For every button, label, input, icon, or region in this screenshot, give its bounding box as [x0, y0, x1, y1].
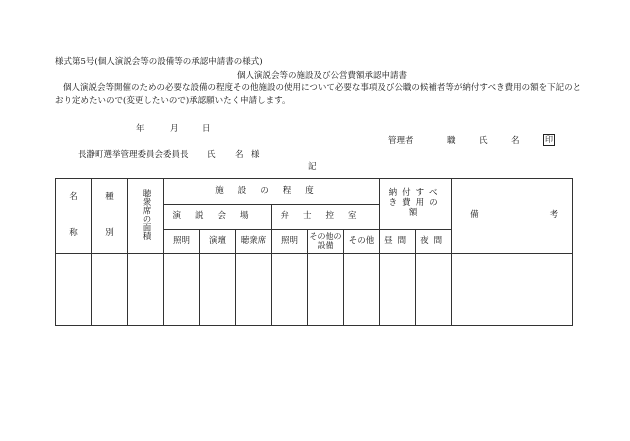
- header-audience-area: 聴衆席の面積: [128, 179, 164, 254]
- table-cell[interactable]: [164, 254, 200, 326]
- table-row: [56, 254, 573, 326]
- table-cell[interactable]: [416, 254, 452, 326]
- header-daytime: 昼間: [380, 230, 416, 254]
- table-cell[interactable]: [380, 254, 416, 326]
- seal-mark: 印: [545, 135, 553, 144]
- header-type: 種 別: [92, 179, 128, 254]
- header-other: その他: [344, 230, 380, 254]
- header-fee: 納付すべき費用の額: [380, 179, 452, 230]
- applicant-name-label-2: 名: [511, 136, 520, 146]
- date-month-label: 月: [170, 124, 179, 134]
- addressee-title: 長瀞町選挙管理委員会委員長: [78, 150, 189, 160]
- header-lighting-room: 照明: [272, 230, 308, 254]
- body-text-line-2: おり定めたいので(変更したいので)承認願いたく申請します。: [55, 96, 291, 106]
- table-cell[interactable]: [344, 254, 380, 326]
- addressee-honorific: 様: [251, 150, 260, 160]
- table-cell[interactable]: [236, 254, 272, 326]
- header-facility-level: 施設の程度: [164, 179, 380, 205]
- ki-label: 記: [308, 162, 317, 172]
- document-title: 個人演説会等の施設及び公営費額承認申請書: [237, 71, 408, 81]
- table-cell[interactable]: [452, 254, 573, 326]
- header-name: 名 称: [56, 179, 92, 254]
- table-cell[interactable]: [92, 254, 128, 326]
- date-day-label: 日: [202, 124, 211, 134]
- applicant-position-label: 職: [447, 136, 456, 146]
- header-speech-hall: 演説会場: [164, 205, 272, 230]
- form-number: 様式第5号(個人演説会等の設備等の承認申請書の様式): [55, 57, 263, 67]
- applicant-label: 管理者: [388, 136, 414, 146]
- remarks-char-2: 考: [549, 210, 559, 221]
- application-table: [55, 178, 573, 326]
- applicant-name-label-1: 氏: [479, 136, 488, 146]
- date-year-label: 年: [136, 124, 145, 134]
- remarks-char-1: 備: [470, 210, 479, 221]
- header-podium: 演壇: [200, 230, 236, 254]
- table-cell[interactable]: [308, 254, 344, 326]
- body-text-line-1: 個人演説会等開催のための必要な設備の程度その他施設の使用について必要な事項及び公職の候補者等が納付すべき費用の額を下記のと: [63, 83, 582, 93]
- header-other-equipment: その他の設備: [308, 230, 344, 254]
- header-lawyer-room: 弁士控室: [272, 205, 380, 230]
- addressee-name-label-2: 名: [235, 150, 244, 160]
- header-nighttime: 夜間: [416, 230, 452, 254]
- table-cell[interactable]: [128, 254, 164, 326]
- header-remarks: [452, 179, 573, 254]
- table-cell[interactable]: [272, 254, 308, 326]
- addressee-name-label-1: 氏: [207, 150, 216, 160]
- table-cell[interactable]: [56, 254, 92, 326]
- table-cell[interactable]: [200, 254, 236, 326]
- header-lighting-hall: 照明: [164, 230, 200, 254]
- header-audience-seats: 聴衆席: [236, 230, 272, 254]
